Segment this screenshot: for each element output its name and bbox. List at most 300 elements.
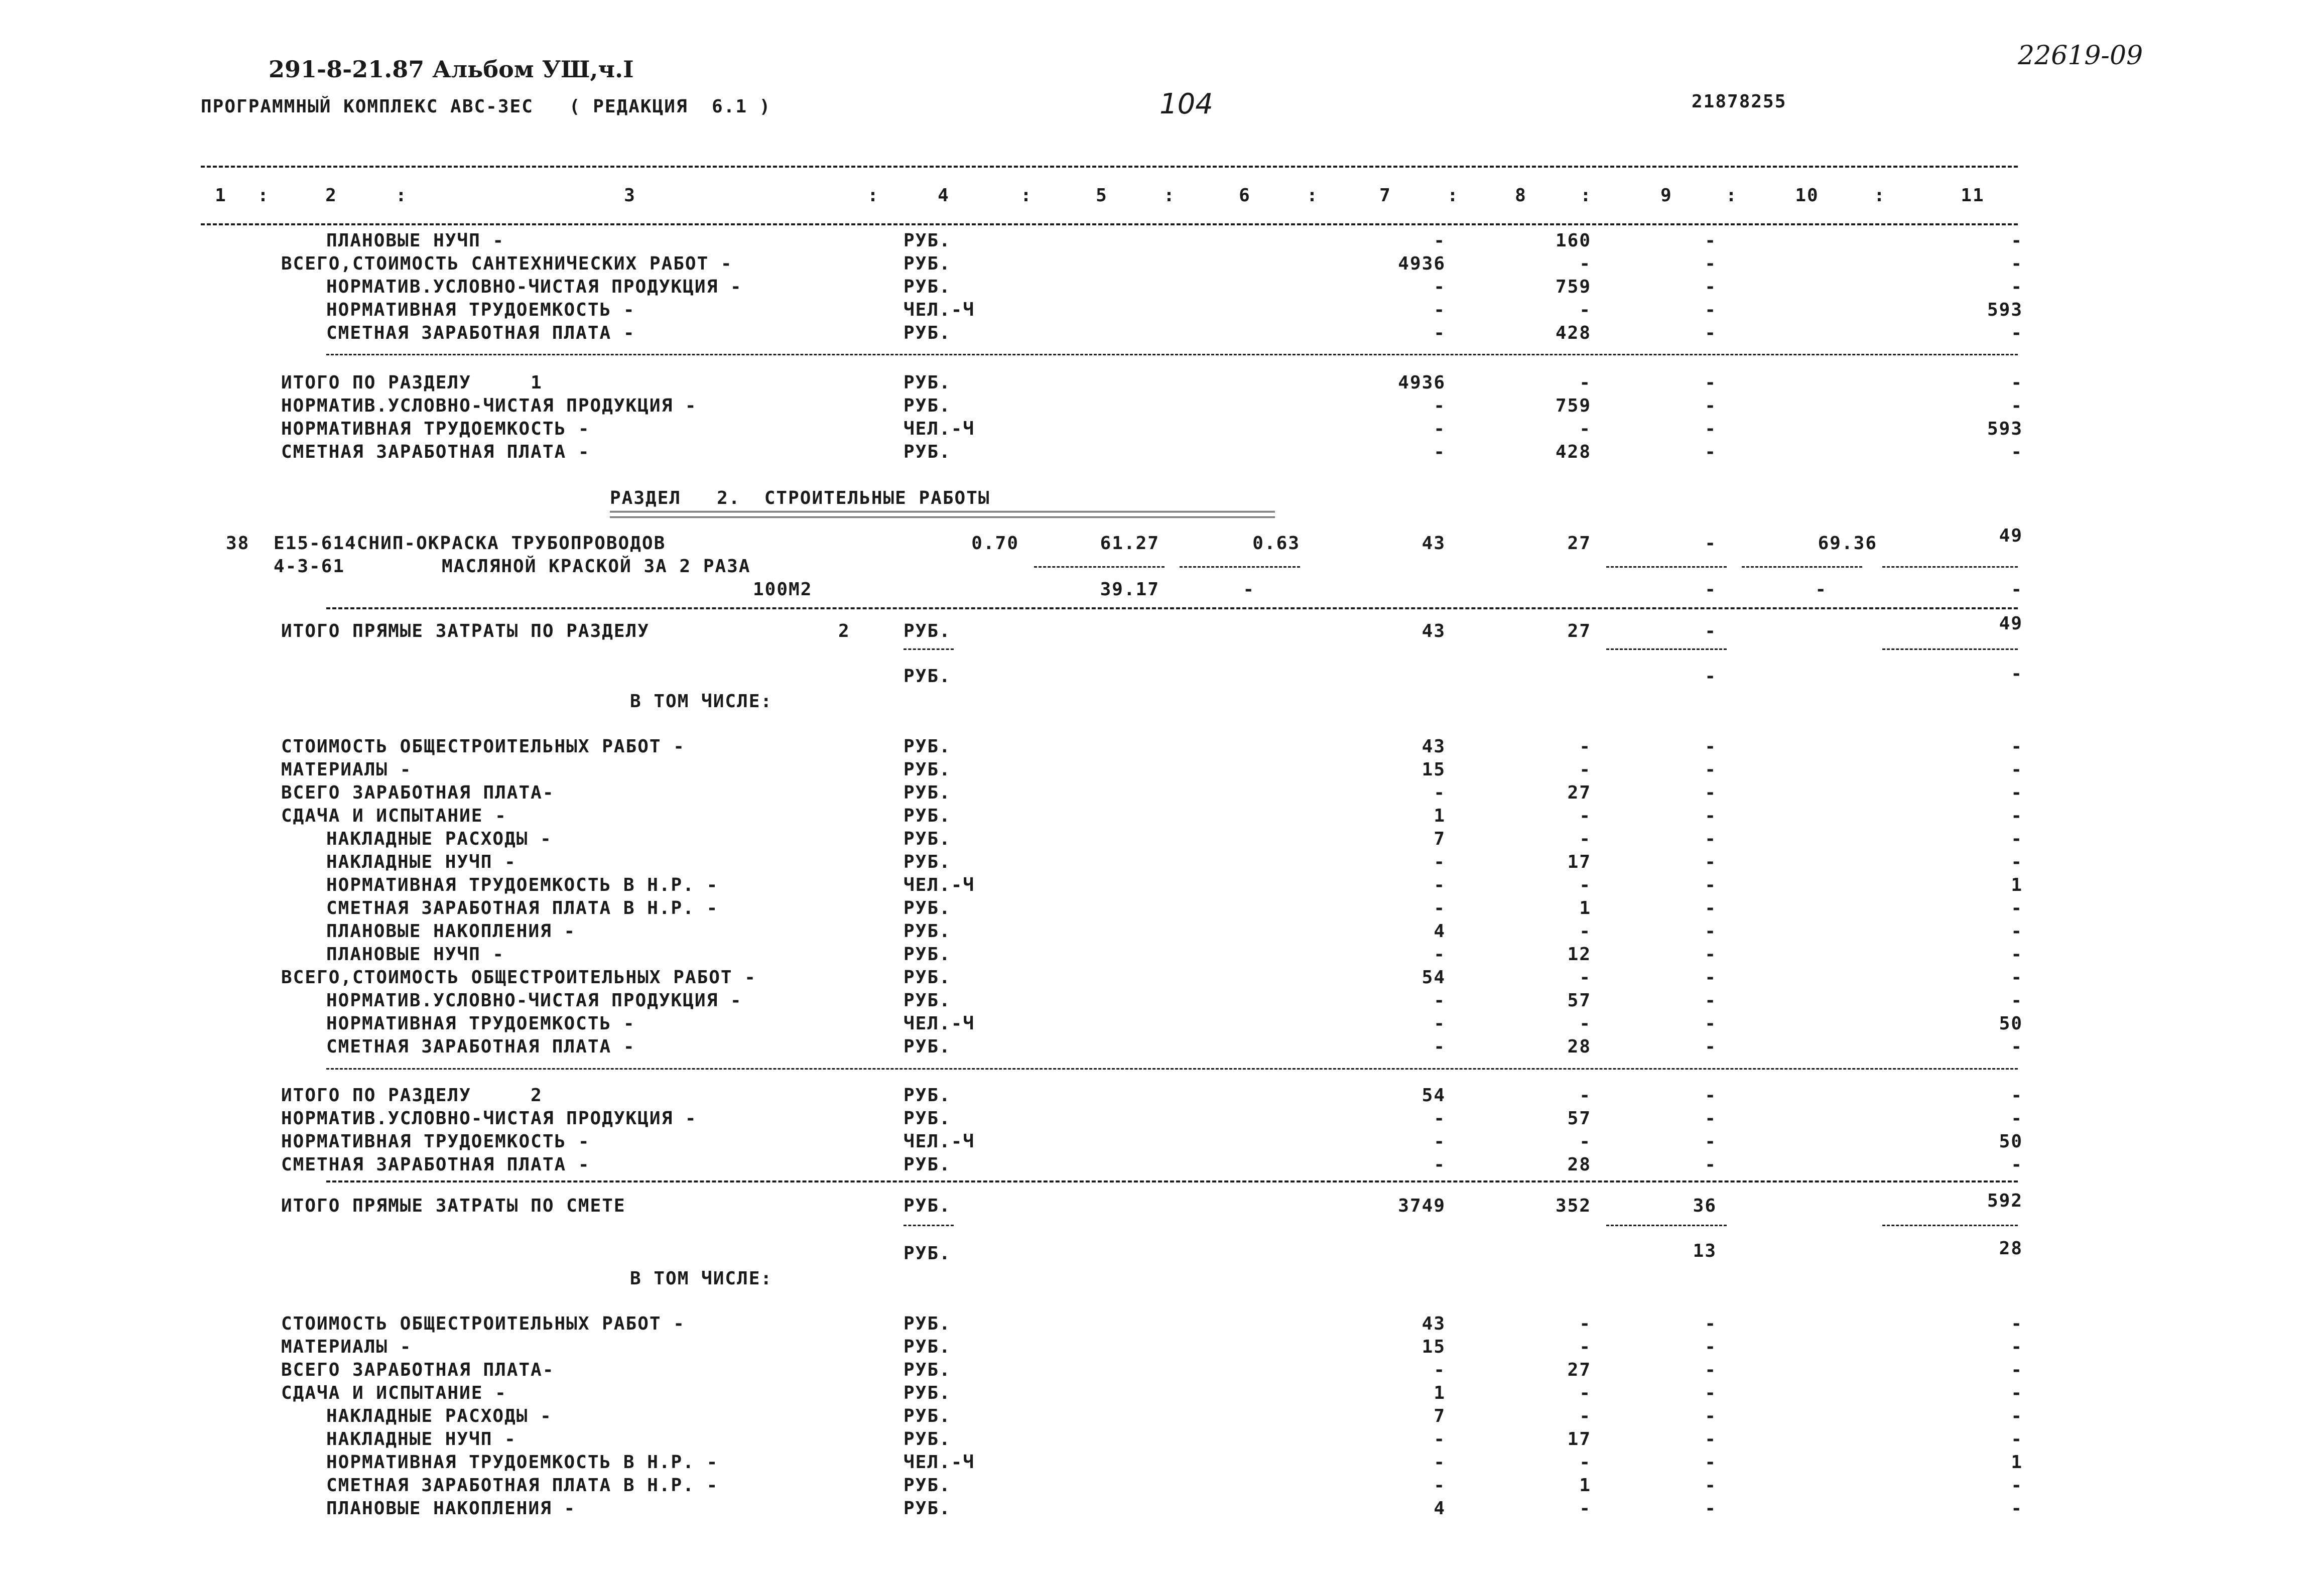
estimate-breakdown-row-col8: 1 (1579, 1475, 1591, 1496)
estimate-breakdown-row-col8: - (1579, 1452, 1591, 1473)
estimate-breakdown-row-label: ВСЕГО ЗАРАБОТНАЯ ПЛАТА- (281, 1360, 555, 1380)
direct-costs-col8: 27 (1567, 621, 1591, 641)
section1-row-col9: - (1705, 300, 1717, 320)
section2-breakdown-row-col7: 54 (1422, 967, 1446, 988)
section1-total-row-col11: - (2011, 372, 2023, 393)
item-col10: 69.36 (1818, 533, 1877, 554)
section2-breakdown-row-col9: - (1705, 759, 1717, 780)
column-separator: : (1726, 185, 1738, 206)
estimate-breakdown-row-label: МАТЕРИАЛЫ - (281, 1337, 412, 1357)
direct-costs-col9: - (1705, 621, 1717, 641)
section2-breakdown-row-col8: - (1579, 736, 1591, 757)
section2-total-row-unit: РУБ. (903, 1108, 951, 1129)
column-separator: : (1874, 185, 1886, 206)
section2-breakdown-row-unit: РУБ. (903, 782, 951, 803)
section2-total-row-col11: - (2011, 1154, 2023, 1175)
album-title: 291-8-21.87 Альбом УШ,ч.I (269, 56, 634, 83)
estimate-breakdown-row-col7: 1 (1434, 1383, 1446, 1403)
section1-row-col11: - (2011, 230, 2023, 251)
section2-total-row-col8: 28 (1567, 1154, 1591, 1175)
estimate-breakdown-row-col9: - (1705, 1429, 1717, 1450)
column-separator: : (1020, 185, 1032, 206)
section2-breakdown-row-col11: - (2011, 736, 2023, 757)
section2-breakdown-row-label: НАКЛАДНЫЕ НУЧП - (326, 852, 517, 872)
section1-total-row-col8: 428 (1555, 442, 1591, 462)
section2-breakdown-row-col9: - (1705, 806, 1717, 826)
item-col6-b: - (1243, 579, 1255, 600)
section2-breakdown-row-label: СМЕТНАЯ ЗАРАБОТНАЯ ПЛАТА - (326, 1036, 635, 1057)
section2-breakdown-row-unit: РУБ. (903, 1036, 951, 1057)
section1-total-row-label: СМЕТНАЯ ЗАРАБОТНАЯ ПЛАТА - (281, 442, 590, 462)
section2-breakdown-row-col11: 50 (1999, 1013, 2023, 1034)
section1-total-row-unit: РУБ. (903, 396, 951, 416)
estimate-breakdown-row-unit: РУБ. (903, 1360, 951, 1380)
column-header-9: 9 (1660, 185, 1672, 206)
dashed-separator (326, 1180, 2018, 1182)
dashed-separator (1606, 648, 1727, 650)
section1-row-col11: 593 (1987, 300, 2023, 320)
section1-total-row-unit: РУБ. (903, 372, 951, 393)
section2-total-row-col7: - (1434, 1108, 1446, 1129)
section2-total-row-col9: - (1705, 1131, 1717, 1152)
section-title: РАЗДЕЛ 2. СТРОИТЕЛЬНЫЕ РАБОТЫ (610, 488, 990, 508)
section2-total-row-col9: - (1705, 1085, 1717, 1106)
section2-breakdown-row-col7: - (1434, 852, 1446, 872)
estimate-breakdown-row-unit: РУБ. (903, 1475, 951, 1496)
column-separator: : (1164, 185, 1176, 206)
section2-breakdown-row-unit: РУБ. (903, 990, 951, 1011)
section1-total-row-col9: - (1705, 396, 1717, 416)
section2-breakdown-row-unit: РУБ. (903, 806, 951, 826)
section2-total-row-label: НОРМАТИВНАЯ ТРУДОЕМКОСТЬ - (281, 1131, 590, 1152)
section2-breakdown-row-col8: - (1579, 759, 1591, 780)
column-header-7: 7 (1379, 185, 1391, 206)
section2-total-row-label: СМЕТНАЯ ЗАРАБОТНАЯ ПЛАТА - (281, 1154, 590, 1175)
section1-total-row-label: ИТОГО ПО РАЗДЕЛУ 1 (281, 372, 543, 393)
section2-breakdown-row-unit: РУБ. (903, 898, 951, 918)
estimate-breakdown-row-col11: - (2011, 1475, 2023, 1496)
item-code-2: 4-3-61 (274, 556, 345, 577)
section2-breakdown-row-col11: 1 (2011, 875, 2023, 895)
section2-breakdown-row-col9: - (1705, 875, 1717, 895)
section2-breakdown-row-unit: ЧЕЛ.-Ч (903, 875, 975, 895)
section2-breakdown-row-col9: - (1705, 852, 1717, 872)
section2-breakdown-row-col9: - (1705, 898, 1717, 918)
section2-breakdown-row-unit: РУБ. (903, 759, 951, 780)
section2-breakdown-row-col11: - (2011, 898, 2023, 918)
section1-row-col9: - (1705, 323, 1717, 343)
section1-row-col9: - (1705, 277, 1717, 297)
section2-breakdown-row-col11: - (2011, 852, 2023, 872)
section1-row-label: ПЛАНОВЫЕ НУЧП - (326, 230, 505, 251)
section1-row-col11: - (2011, 323, 2023, 343)
dashed-separator (1742, 566, 1862, 568)
estimate-breakdown-row-col9: - (1705, 1475, 1717, 1496)
estimate-breakdown-row-col9: - (1705, 1383, 1717, 1403)
section2-total-row-col8: 57 (1567, 1108, 1591, 1129)
section2-breakdown-row-label: СДАЧА И ИСПЫТАНИЕ - (281, 806, 507, 826)
column-header-8: 8 (1515, 185, 1527, 206)
estimate-breakdown-row-col9: - (1705, 1337, 1717, 1357)
section2-breakdown-row-col8: - (1579, 806, 1591, 826)
estimate-breakdown-row-col7: 43 (1422, 1313, 1446, 1334)
item-col11-b: - (2011, 579, 2023, 600)
page-number: 104 (1159, 88, 1213, 120)
section2-breakdown-row-col7: - (1434, 1013, 1446, 1034)
section1-row-label: НОРМАТИВ.УСЛОВНО-ЧИСТАЯ ПРОДУКЦИЯ - (326, 277, 742, 297)
section2-breakdown-row-col9: - (1705, 829, 1717, 849)
dashed-separator (326, 607, 2018, 609)
section2-breakdown-row-label: ВСЕГО ЗАРАБОТНАЯ ПЛАТА- (281, 782, 555, 803)
section1-row-col8: - (1579, 300, 1591, 320)
dashed-separator (326, 1068, 2018, 1070)
section1-total-row-col9: - (1705, 372, 1717, 393)
estimate-direct-col7: 3749 (1398, 1196, 1446, 1216)
estimate-breakdown-row-col9: - (1705, 1360, 1717, 1380)
estimate-breakdown-row-col11: - (2011, 1406, 2023, 1426)
section2-breakdown-row-col7: 15 (1422, 759, 1446, 780)
section1-total-row-col11: 593 (1987, 419, 2023, 439)
section2-breakdown-row-unit: РУБ. (903, 967, 951, 988)
section2-breakdown-row-col8: 57 (1567, 990, 1591, 1011)
section2-total-row-col8: - (1579, 1131, 1591, 1152)
section1-row-col9: - (1705, 253, 1717, 274)
section2-breakdown-row-col9: - (1705, 1013, 1717, 1034)
estimate-breakdown-row-col7: - (1434, 1360, 1446, 1380)
section2-breakdown-row-col11: - (2011, 1036, 2023, 1057)
section2-breakdown-row-col9: - (1705, 1036, 1717, 1057)
direct-costs-unit: РУБ. (903, 621, 951, 641)
estimate-direct-costs-unit-2: РУБ. (903, 1243, 951, 1264)
column-header-5: 5 (1096, 185, 1108, 206)
estimate-breakdown-row-col9: - (1705, 1452, 1717, 1473)
item-col5-b: 39.17 (1100, 579, 1159, 600)
estimate-breakdown-row-unit: РУБ. (903, 1313, 951, 1334)
estimate-breakdown-row-label: СТОИМОСТЬ ОБЩЕСТРОИТЕЛЬНЫХ РАБОТ - (281, 1313, 685, 1334)
estimate-direct-col11: 592 (1987, 1191, 2023, 1211)
section2-breakdown-row-col9: - (1705, 921, 1717, 942)
section1-total-row-col7: - (1434, 442, 1446, 462)
section1-total-row-col7: - (1434, 396, 1446, 416)
column-header-4: 4 (938, 185, 950, 206)
section2-breakdown-row-col7: 7 (1434, 829, 1446, 849)
section2-breakdown-row-col8: - (1579, 967, 1591, 988)
section2-total-row-label: ИТОГО ПО РАЗДЕЛУ 2 (281, 1085, 543, 1106)
column-separator: : (1307, 185, 1319, 206)
section2-breakdown-row-label: НОРМАТИВНАЯ ТРУДОЕМКОСТЬ В Н.Р. - (326, 875, 719, 895)
section2-total-row-unit: ЧЕЛ.-Ч (903, 1131, 975, 1152)
section1-row-unit: РУБ. (903, 253, 951, 274)
section1-total-row-col11: - (2011, 442, 2023, 462)
dashed-separator (1882, 1225, 2018, 1226)
section2-breakdown-row-col11: - (2011, 782, 2023, 803)
section2-breakdown-row-col7: - (1434, 782, 1446, 803)
estimate-breakdown-row-col11: - (2011, 1337, 2023, 1357)
estimate-breakdown-row-unit: РУБ. (903, 1383, 951, 1403)
direct-costs-unit-2: РУБ. (903, 666, 951, 687)
estimate-direct-col11-b: 28 (1999, 1238, 2023, 1259)
estimate-breakdown-row-col7: 7 (1434, 1406, 1446, 1426)
section2-breakdown-row-label: СМЕТНАЯ ЗАРАБОТНАЯ ПЛАТА В Н.Р. - (326, 898, 719, 918)
section2-breakdown-row-col11: - (2011, 759, 2023, 780)
section2-breakdown-row-label: НАКЛАДНЫЕ РАСХОДЫ - (326, 829, 552, 849)
dashed-separator (1180, 566, 1300, 568)
dashed-separator (1606, 1225, 1727, 1226)
column-header-6: 6 (1239, 185, 1251, 206)
section2-breakdown-row-col11: - (2011, 967, 2023, 988)
section1-row-col9: - (1705, 230, 1717, 251)
column-header-1: 1 (215, 185, 227, 206)
section2-breakdown-row-unit: РУБ. (903, 921, 951, 942)
item-description-2: МАСЛЯНОЙ КРАСКОЙ ЗА 2 РАЗА (442, 556, 751, 577)
section2-total-row-col7: 54 (1422, 1085, 1446, 1106)
estimate-direct-costs-unit: РУБ. (903, 1196, 951, 1216)
estimate-breakdown-row-unit: РУБ. (903, 1406, 951, 1426)
section2-breakdown-row-label: МАТЕРИАЛЫ - (281, 759, 412, 780)
estimate-direct-costs-label: ИТОГО ПРЯМЫЕ ЗАТРАТЫ ПО СМЕТЕ (281, 1196, 626, 1216)
section2-breakdown-row-unit: ЧЕЛ.-Ч (903, 1013, 975, 1034)
section2-breakdown-row-col8: - (1579, 921, 1591, 942)
dashed-separator (1882, 648, 2018, 650)
section2-breakdown-row-col11: - (2011, 944, 2023, 965)
section1-total-row-col11: - (2011, 396, 2023, 416)
item-col11: 49 (1999, 525, 2023, 546)
section2-breakdown-row-col8: - (1579, 875, 1591, 895)
section2-breakdown-row-label: ПЛАНОВЫЕ НАКОПЛЕНИЯ - (326, 921, 576, 942)
section2-breakdown-row-unit: РУБ. (903, 852, 951, 872)
estimate-direct-col9-b: 13 (1693, 1241, 1717, 1261)
section2-breakdown-row-col7: 1 (1434, 806, 1446, 826)
item-col9-b: - (1705, 579, 1717, 600)
item-number: 38 (226, 533, 250, 554)
estimate-breakdown-row-col8: 17 (1567, 1429, 1591, 1450)
section2-breakdown-row-col8: 17 (1567, 852, 1591, 872)
estimate-breakdown-row-col9: - (1705, 1406, 1717, 1426)
section1-total-row-col8: 759 (1555, 396, 1591, 416)
including-title-2: В ТОМ ЧИСЛЕ: (630, 1268, 773, 1289)
direct-costs-col7: 43 (1422, 621, 1446, 641)
section1-total-row-col9: - (1705, 419, 1717, 439)
estimate-breakdown-row-unit: РУБ. (903, 1429, 951, 1450)
section2-breakdown-row-label: ПЛАНОВЫЕ НУЧП - (326, 944, 505, 965)
dashed-separator (903, 648, 954, 650)
section1-row-col7: - (1434, 277, 1446, 297)
section2-breakdown-row-unit: РУБ. (903, 736, 951, 757)
section2-breakdown-row-unit: РУБ. (903, 829, 951, 849)
item-col10-b: - (1815, 579, 1827, 600)
section2-breakdown-row-col7: - (1434, 990, 1446, 1011)
section1-row-unit: ЧЕЛ.-Ч (903, 300, 975, 320)
estimate-breakdown-row-col7: - (1434, 1429, 1446, 1450)
section2-total-row-label: НОРМАТИВ.УСЛОВНО-ЧИСТАЯ ПРОДУКЦИЯ - (281, 1108, 697, 1129)
estimate-breakdown-row-unit: РУБ. (903, 1337, 951, 1357)
direct-costs-section-num: 2 (838, 621, 850, 641)
dashed-separator (326, 354, 2018, 355)
column-separator: : (1580, 185, 1592, 206)
item-col9: - (1705, 533, 1717, 554)
section2-breakdown-row-col7: 43 (1422, 736, 1446, 757)
section1-total-row-unit: ЧЕЛ.-Ч (903, 419, 975, 439)
section2-total-row-col11: - (2011, 1108, 2023, 1129)
section2-breakdown-row-unit: РУБ. (903, 944, 951, 965)
estimate-breakdown-row-col8: 27 (1567, 1360, 1591, 1380)
section2-breakdown-row-col7: - (1434, 944, 1446, 965)
section2-breakdown-row-col9: - (1705, 967, 1717, 988)
estimate-breakdown-row-col11: 1 (2011, 1452, 2023, 1473)
estimate-breakdown-row-col7: - (1434, 1475, 1446, 1496)
section1-row-col7: - (1434, 230, 1446, 251)
section2-breakdown-row-col8: 1 (1579, 898, 1591, 918)
section2-breakdown-row-col11: - (2011, 990, 2023, 1011)
section1-total-row-label: НОРМАТИВНАЯ ТРУДОЕМКОСТЬ - (281, 419, 590, 439)
section2-breakdown-row-col8: 12 (1567, 944, 1591, 965)
section1-row-col7: - (1434, 300, 1446, 320)
item-col6: 0.63 (1252, 533, 1300, 554)
section2-breakdown-row-col9: - (1705, 990, 1717, 1011)
column-separator: : (396, 185, 408, 206)
handwritten-stamp: 22619-09 (2018, 41, 2143, 71)
section2-breakdown-row-col7: - (1434, 875, 1446, 895)
estimate-breakdown-row-col11: - (2011, 1429, 2023, 1450)
section1-row-col8: 428 (1555, 323, 1591, 343)
section1-total-row-col7: - (1434, 419, 1446, 439)
estimate-breakdown-row-col8: - (1579, 1383, 1591, 1403)
section2-breakdown-row-col11: - (2011, 829, 2023, 849)
estimate-breakdown-row-label: ПЛАНОВЫЕ НАКОПЛЕНИЯ - (326, 1498, 576, 1519)
section1-row-col11: - (2011, 253, 2023, 274)
section2-breakdown-row-col7: 4 (1434, 921, 1446, 942)
section2-breakdown-row-col11: - (2011, 806, 2023, 826)
section2-total-row-col7: - (1434, 1154, 1446, 1175)
document-code: 21878255 (1692, 91, 1787, 112)
including-title: В ТОМ ЧИСЛЕ: (630, 691, 773, 712)
section2-breakdown-row-col7: - (1434, 1036, 1446, 1057)
section1-row-col8: - (1579, 253, 1591, 274)
estimate-breakdown-row-label: НАКЛАДНЫЕ НУЧП - (326, 1429, 517, 1450)
section2-breakdown-row-col8: - (1579, 829, 1591, 849)
section2-total-row-unit: РУБ. (903, 1085, 951, 1106)
column-separator: : (867, 185, 879, 206)
estimate-breakdown-row-unit: РУБ. (903, 1498, 951, 1519)
estimate-breakdown-row-col8: - (1579, 1498, 1591, 1519)
program-title: ПРОГРАММНЫЙ КОМПЛЕКС АВС-ЗЕС ( РЕДАКЦИЯ 6.1 ) (201, 96, 771, 117)
estimate-breakdown-row-label: СМЕТНАЯ ЗАРАБОТНАЯ ПЛАТА В Н.Р. - (326, 1475, 719, 1496)
column-separator: : (257, 185, 270, 206)
section2-breakdown-row-label: НОРМАТИВ.УСЛОВНО-ЧИСТАЯ ПРОДУКЦИЯ - (326, 990, 742, 1011)
section1-row-col7: - (1434, 323, 1446, 343)
section2-total-row-col11: 50 (1999, 1131, 2023, 1152)
section1-row-label: ВСЕГО,СТОИМОСТЬ САНТЕХНИЧЕСКИХ РАБОТ - (281, 253, 733, 274)
section1-row-col8: 759 (1555, 277, 1591, 297)
estimate-breakdown-row-col7: - (1434, 1452, 1446, 1473)
section2-total-row-col9: - (1705, 1154, 1717, 1175)
double-separator (610, 511, 1275, 518)
section2-total-row-col8: - (1579, 1085, 1591, 1106)
item-code-title: Е15-614СНИП-ОКРАСКА ТРУБОПРОВОДОВ (274, 533, 666, 554)
section2-breakdown-row-label: НОРМАТИВНАЯ ТРУДОЕМКОСТЬ - (326, 1013, 635, 1034)
column-header-2: 2 (325, 185, 337, 206)
section2-total-row-col11: - (2011, 1085, 2023, 1106)
estimate-breakdown-row-col7: 4 (1434, 1498, 1446, 1519)
section1-total-row-col8: - (1579, 419, 1591, 439)
section1-row-unit: РУБ. (903, 230, 951, 251)
dashed-separator (201, 223, 2018, 225)
section2-total-row-col7: - (1434, 1131, 1446, 1152)
section1-row-label: НОРМАТИВНАЯ ТРУДОЕМКОСТЬ - (326, 300, 635, 320)
section1-row-col11: - (2011, 277, 2023, 297)
direct-costs-col11-b: - (2011, 664, 2023, 684)
section2-breakdown-row-col8: - (1579, 1013, 1591, 1034)
section2-breakdown-row-col9: - (1705, 782, 1717, 803)
section1-row-col7: 4936 (1398, 253, 1446, 274)
estimate-breakdown-row-col11: - (2011, 1498, 2023, 1519)
section1-total-row-unit: РУБ. (903, 442, 951, 462)
section2-breakdown-row-col8: 28 (1567, 1036, 1591, 1057)
section1-row-label: СМЕТНАЯ ЗАРАБОТНАЯ ПЛАТА - (326, 323, 635, 343)
direct-costs-col11: 49 (1999, 613, 2023, 634)
section1-total-row-label: НОРМАТИВ.УСЛОВНО-ЧИСТАЯ ПРОДУКЦИЯ - (281, 396, 697, 416)
section2-breakdown-row-col7: - (1434, 898, 1446, 918)
estimate-direct-col9: 36 (1693, 1196, 1717, 1216)
section2-total-row-unit: РУБ. (903, 1154, 951, 1175)
estimate-breakdown-row-col8: - (1579, 1313, 1591, 1334)
section1-row-col8: 160 (1555, 230, 1591, 251)
dashed-separator (1606, 566, 1727, 568)
item-col4: 0.70 (971, 533, 1019, 554)
estimate-breakdown-row-col11: - (2011, 1313, 2023, 1334)
direct-costs-label: ИТОГО ПРЯМЫЕ ЗАТРАТЫ ПО РАЗДЕЛУ (281, 621, 650, 641)
section1-total-row-col8: - (1579, 372, 1591, 393)
estimate-direct-col8: 352 (1555, 1196, 1591, 1216)
column-header-10: 10 (1795, 185, 1819, 206)
estimate-breakdown-row-unit: ЧЕЛ.-Ч (903, 1452, 975, 1473)
section1-row-unit: РУБ. (903, 277, 951, 297)
estimate-breakdown-row-col9: - (1705, 1498, 1717, 1519)
section1-total-row-col7: 4936 (1398, 372, 1446, 393)
item-col8: 27 (1567, 533, 1591, 554)
estimate-breakdown-row-label: НОРМАТИВНАЯ ТРУДОЕМКОСТЬ В Н.Р. - (326, 1452, 719, 1473)
section2-breakdown-row-label: ВСЕГО,СТОИМОСТЬ ОБЩЕСТРОИТЕЛЬНЫХ РАБОТ - (281, 967, 756, 988)
estimate-breakdown-row-label: НАКЛАДНЫЕ РАСХОДЫ - (326, 1406, 552, 1426)
dashed-separator (1034, 566, 1165, 568)
estimate-breakdown-row-col11: - (2011, 1360, 2023, 1380)
estimate-breakdown-row-col9: - (1705, 1313, 1717, 1334)
section1-total-row-col9: - (1705, 442, 1717, 462)
section2-total-row-col9: - (1705, 1108, 1717, 1129)
section2-breakdown-row-col11: - (2011, 921, 2023, 942)
estimate-breakdown-row-col7: 15 (1422, 1337, 1446, 1357)
dashed-separator (903, 1225, 954, 1226)
column-header-11: 11 (1961, 185, 1985, 206)
section2-breakdown-row-col9: - (1705, 944, 1717, 965)
item-col5: 61.27 (1100, 533, 1159, 554)
direct-costs-col9-b: - (1705, 666, 1717, 687)
column-separator: : (1447, 185, 1459, 206)
section2-breakdown-row-label: СТОИМОСТЬ ОБЩЕСТРОИТЕЛЬНЫХ РАБОТ - (281, 736, 685, 757)
item-col7: 43 (1422, 533, 1446, 554)
section2-breakdown-row-col8: 27 (1567, 782, 1591, 803)
estimate-breakdown-row-col8: - (1579, 1337, 1591, 1357)
column-header-3: 3 (624, 185, 636, 206)
item-unit: 100М2 (753, 579, 813, 600)
section1-row-unit: РУБ. (903, 323, 951, 343)
estimate-breakdown-row-col11: - (2011, 1383, 2023, 1403)
estimate-breakdown-row-col8: - (1579, 1406, 1591, 1426)
section2-breakdown-row-col9: - (1705, 736, 1717, 757)
dashed-separator (1882, 566, 2018, 568)
dashed-separator (201, 166, 2018, 168)
estimate-breakdown-row-label: СДАЧА И ИСПЫТАНИЕ - (281, 1383, 507, 1403)
